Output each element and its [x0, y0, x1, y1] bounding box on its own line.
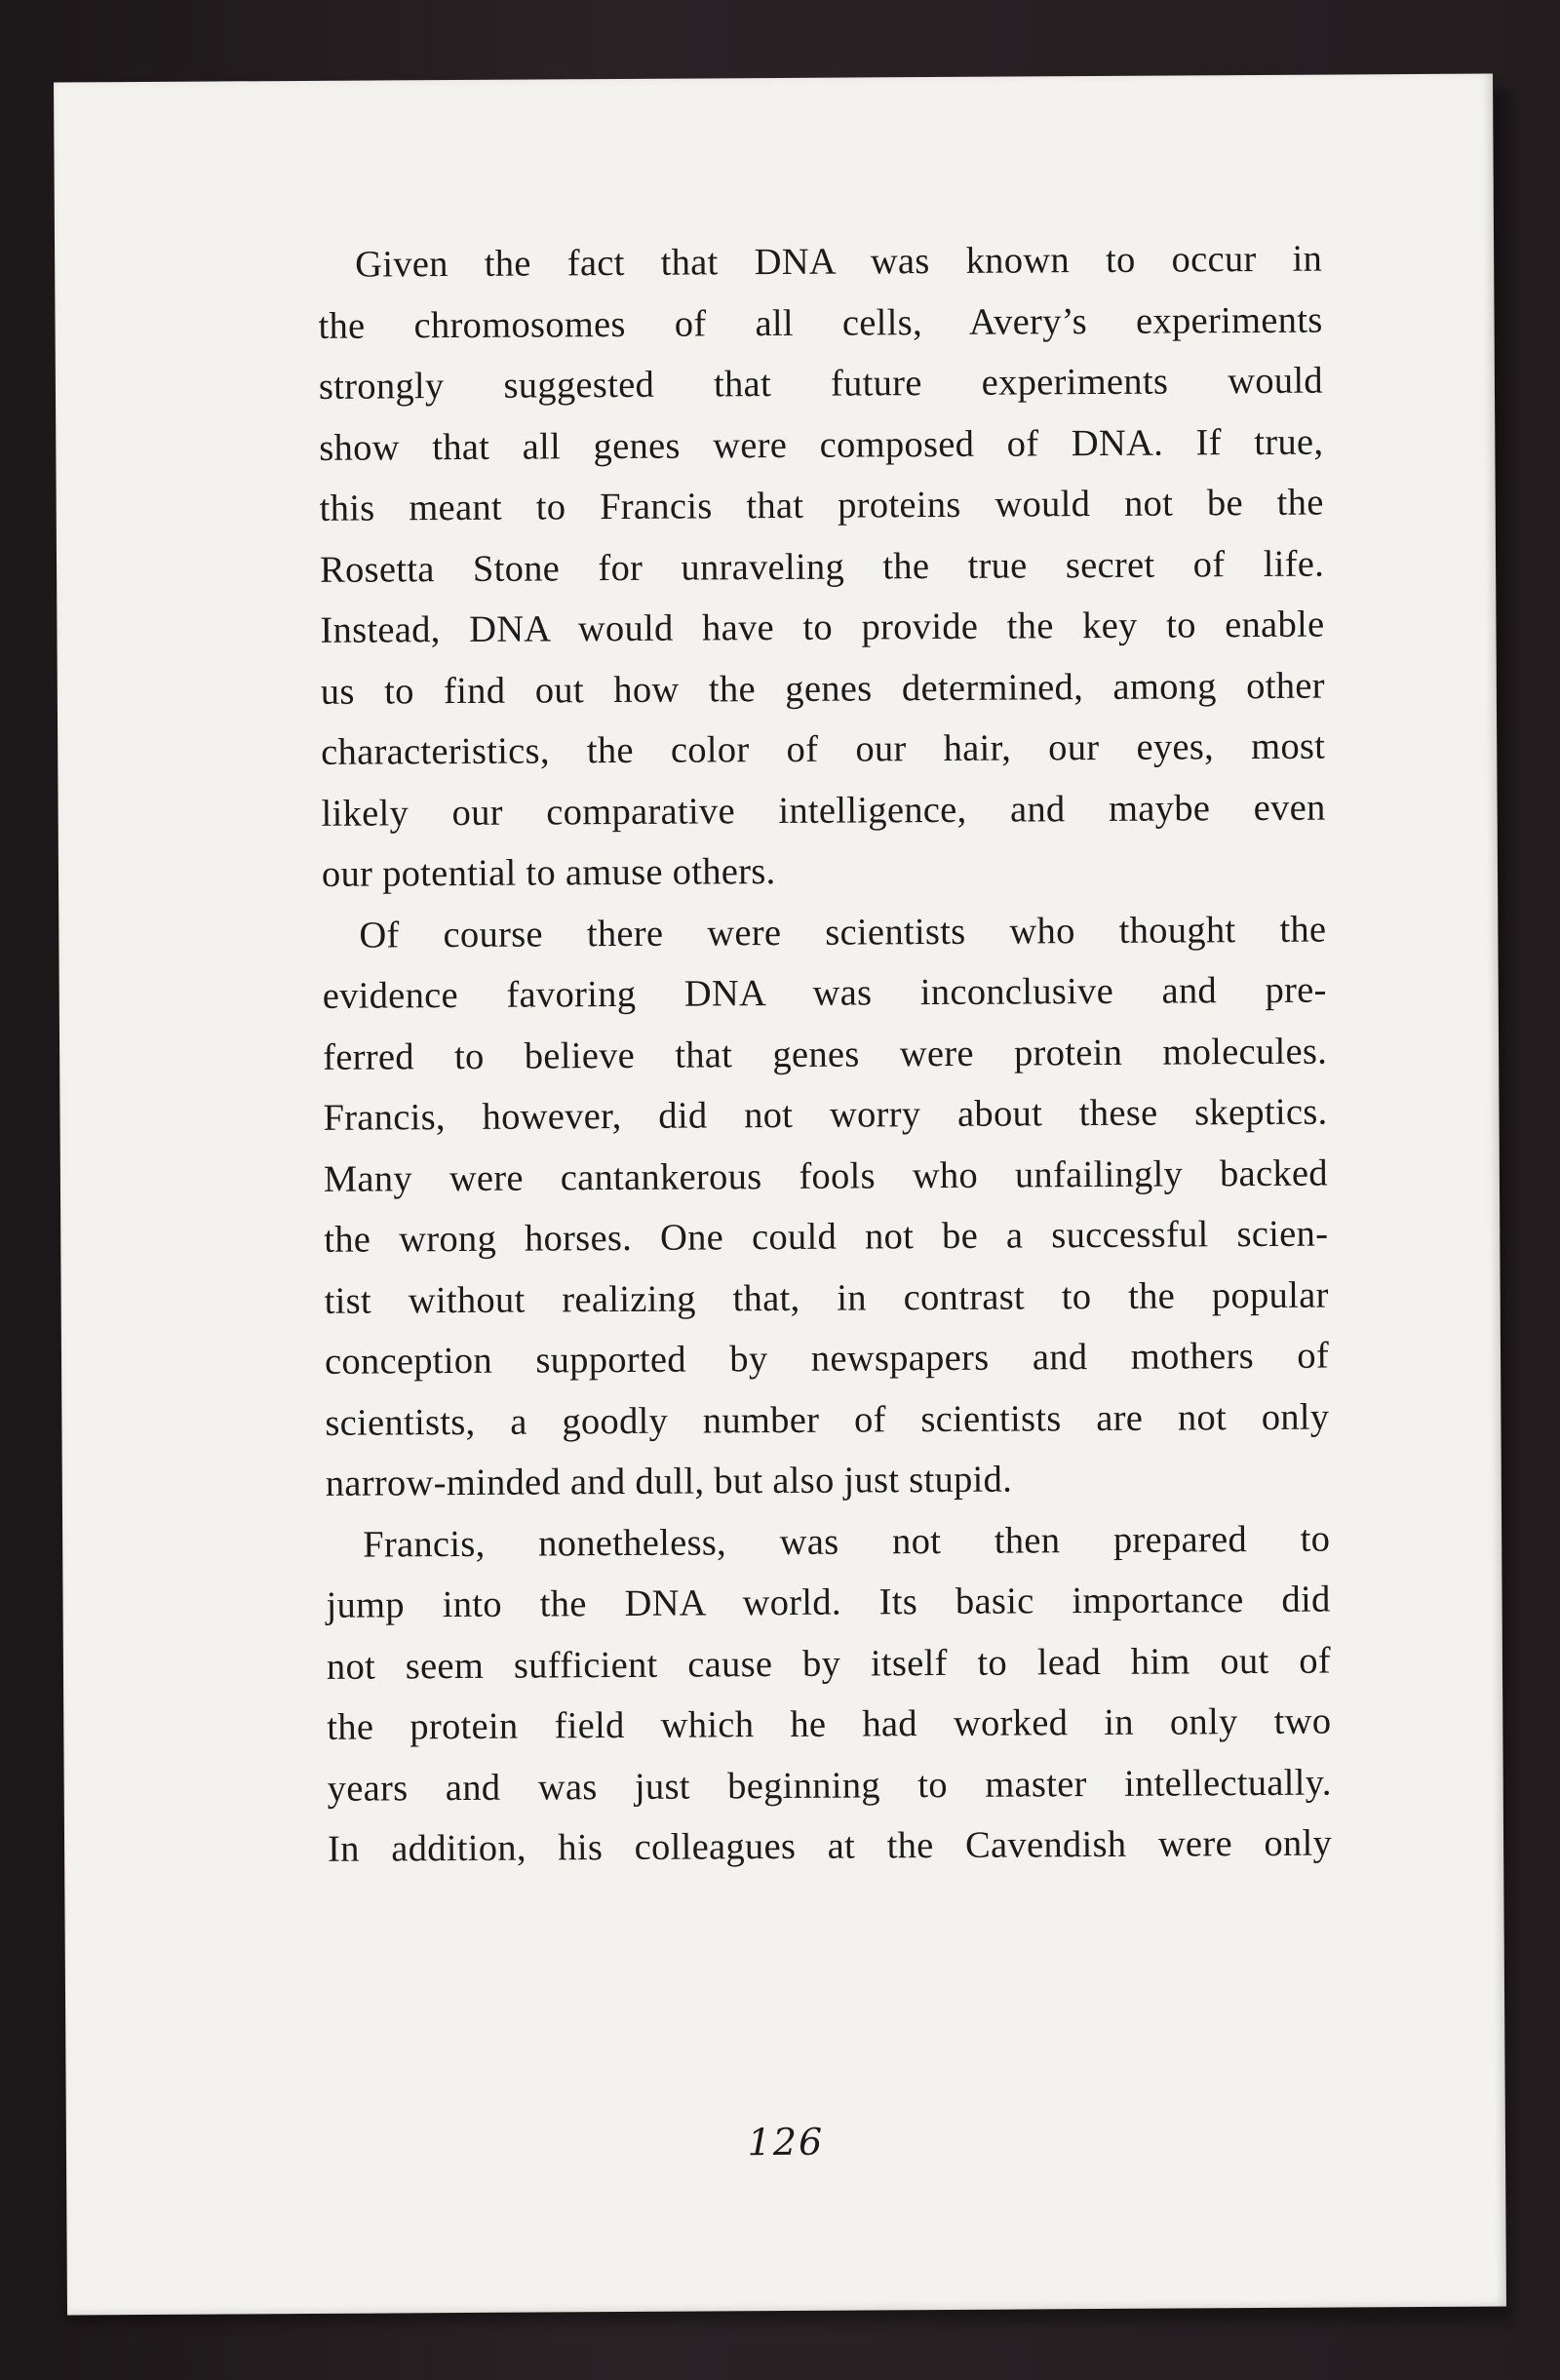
- paragraph-1: [318, 229, 1326, 906]
- text-line: narrow-minded and dull, but also just stupid.: [325, 1459, 1013, 1504]
- text-line: years and was just beginning to master intellectually.: [327, 1762, 1332, 1810]
- book-page: [54, 74, 1506, 2316]
- text-line: not seem sufficient cause by itself to lead him out of: [326, 1640, 1332, 1688]
- page-number: 126: [747, 2120, 825, 2165]
- text-line: ferred to believe that genes were protein molecules.: [323, 1031, 1328, 1078]
- paragraph-2: [322, 899, 1330, 1514]
- text-line: Of course there were scientists who thought the: [359, 909, 1327, 956]
- text-line: our potential to amuse others.: [321, 851, 776, 895]
- text-line: Francis, however, did not worry about these skeptics.: [323, 1091, 1328, 1139]
- text-line: jump into the DNA world. Its basic importance did: [326, 1579, 1331, 1626]
- text-line: characteristics, the color of our hair, our eyes, most: [321, 725, 1326, 773]
- text-line: the wrong horses. One could not be a successful scien-: [324, 1213, 1329, 1261]
- text-line: In addition, his colleagues at the Cavendish were only: [327, 1822, 1333, 1870]
- text-line: tist without realizing that, in contrast to the popular: [324, 1274, 1329, 1322]
- text-line: us to find out how the genes determined, among other: [320, 665, 1325, 713]
- text-line: likely our comparative intelligence, and maybe even: [321, 787, 1326, 835]
- text-line: conception supported by newspapers and mothers of: [324, 1335, 1330, 1383]
- text-line: the chromosomes of all cells, Avery’s experiments: [318, 299, 1323, 347]
- text-line: Francis, nonetheless, was not then prepared to: [363, 1518, 1331, 1566]
- text-line: Rosetta Stone for unraveling the true secret of life.: [319, 543, 1325, 591]
- text-line: strongly suggested that future experiments would: [318, 360, 1324, 408]
- text-line: the protein field which he had worked in only two: [327, 1700, 1332, 1748]
- body-text: [318, 229, 1332, 1881]
- paragraph-3: [326, 1508, 1332, 1880]
- text-line: Given the fact that DNA was known to occur in: [355, 238, 1323, 286]
- text-line: this meant to Francis that proteins would not be the: [319, 482, 1324, 529]
- text-line: evidence favoring DNA was inconclusive and pre-: [322, 969, 1327, 1017]
- text-line: Many were cantankerous fools who unfailingly backed: [323, 1152, 1329, 1200]
- text-line: scientists, a goodly number of scientists are not only: [325, 1396, 1330, 1444]
- text-line: Instead, DNA would have to provide the key to enable: [320, 604, 1325, 651]
- text-line: show that all genes were composed of DNA. If true,: [319, 421, 1324, 469]
